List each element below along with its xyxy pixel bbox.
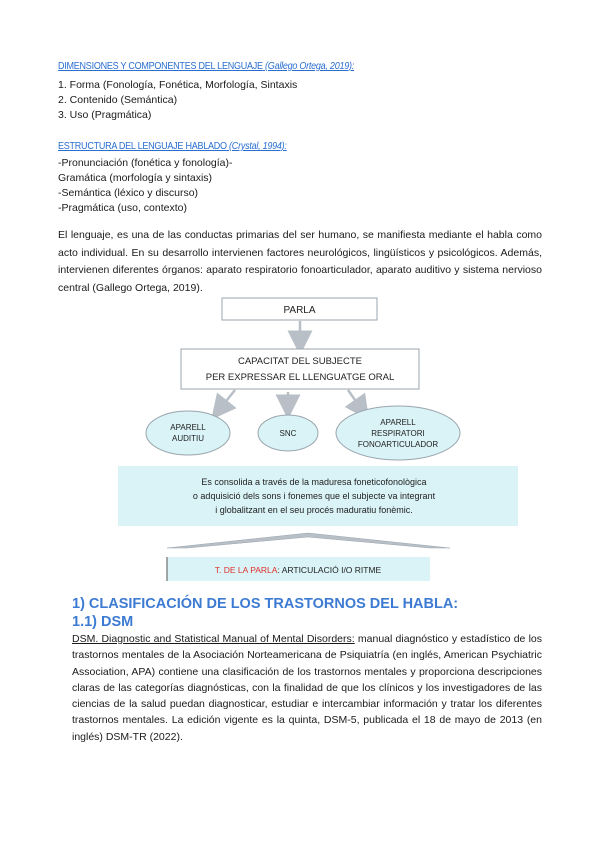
disorder-label <box>215 565 382 575</box>
ellipse-respiratory-line-2: RESPIRATORI <box>371 429 425 438</box>
section2-item: -Pragmática (uso, contexto) <box>58 202 187 214</box>
ellipse-auditory <box>146 411 230 455</box>
capacity-box <box>181 349 419 389</box>
consolidation-line-3: i globalitzant en el seu procés maduratiu fonèmic. <box>215 505 413 515</box>
section1-item: 3. Uso (Pragmática) <box>58 109 152 121</box>
ellipse-auditory-line-2: AUDITIU <box>172 434 204 443</box>
section2-item: -Pronunciación (fonética y fonología)- <box>58 157 233 169</box>
parla-label: PARLA <box>283 305 316 316</box>
dsm-paragraph <box>72 631 542 745</box>
ellipse-snc-label: SNC <box>279 429 297 438</box>
section1-item: 1. Forma (Fonología, Fonética, Morfología, Sintaxis <box>58 79 298 91</box>
section2-item: Gramática (morfología y sintaxis) <box>58 172 213 184</box>
consolidation-line-1: Es consolida a través de la maduresa foneticofonològica <box>201 477 427 487</box>
section1-item: 2. Contenido (Semántica) <box>58 94 178 106</box>
ellipse-respiratory-line-1: APARELL <box>380 418 416 427</box>
capacity-line-1: CAPACITAT DEL SUBJECTE <box>237 356 363 367</box>
ellipse-auditory-line-1: APARELL <box>170 423 206 432</box>
section1-title: DIMENSIONES Y COMPONENTES DEL LENGUAJE (Gallego Ortega, 2019): <box>58 60 355 72</box>
ellipse-respiratory-line-3: FONOARTICULADOR <box>357 440 439 449</box>
wide-arrow-icon <box>167 533 450 548</box>
disorder-red: T. DE LA PARLA <box>214 565 278 575</box>
intro-paragraph: El lenguaje, es una de las conductas primarias del ser humano, se manifiesta mediante el habla como acto individual. En su desarrollo intervienen factores neurológicos, lingüísticos y psicológicos. Además, intervienen diferentes órganos: aparato respiratorio fonoarticulador, aparato auditivo y sistema nervioso central (Gallego Ortega, 2019). <box>58 229 542 294</box>
section2-title: ESTRUCTURA DEL LENGUAJE HABLADO (Crystal, 1994): <box>58 140 287 152</box>
section2-item: -Semántica (léxico y discurso) <box>58 187 199 199</box>
consolidation-line-2: o adquisició dels sons i fonemes que el subjecte va integrant <box>192 491 436 501</box>
heading-classification: 1) CLASIFICACIÓN DE LOS TRASTORNOS DEL HABLA: <box>72 596 459 612</box>
disorder-rest: : ARTICULACIÓ I/O RITME <box>277 565 382 575</box>
dsm-body: manual diagnóstico y estadístico de los trastornos mentales de la Asociación Norteamericana de Psiquiatría (en inglés, American Psychiatric Association, APA) contiene una clasificación de los trastornos mentales y proporciona descripciones claras de las categorías diagnósticas, con la finalidad de que los clínicos y los investigadores de las ciencias de la salud puedan diagnosticar, estudiar e intercambiar información y tratar los diferentes trastornos mentales. La edición vigente es la quinta, DSM-5, publicada el 18 de mayo de 2013 (en inglés) DSM-TR (2022). <box>72 633 542 743</box>
heading-dsm: 1.1) DSM <box>72 614 134 630</box>
arrow-left-icon <box>219 390 235 410</box>
dsm-lead: DSM. Diagnostic and Statistical Manual of Mental Disorders: <box>72 633 355 645</box>
arrow-right-icon <box>348 390 362 410</box>
capacity-line-2: PER EXPRESSAR EL LLENGUATGE ORAL <box>205 372 395 383</box>
